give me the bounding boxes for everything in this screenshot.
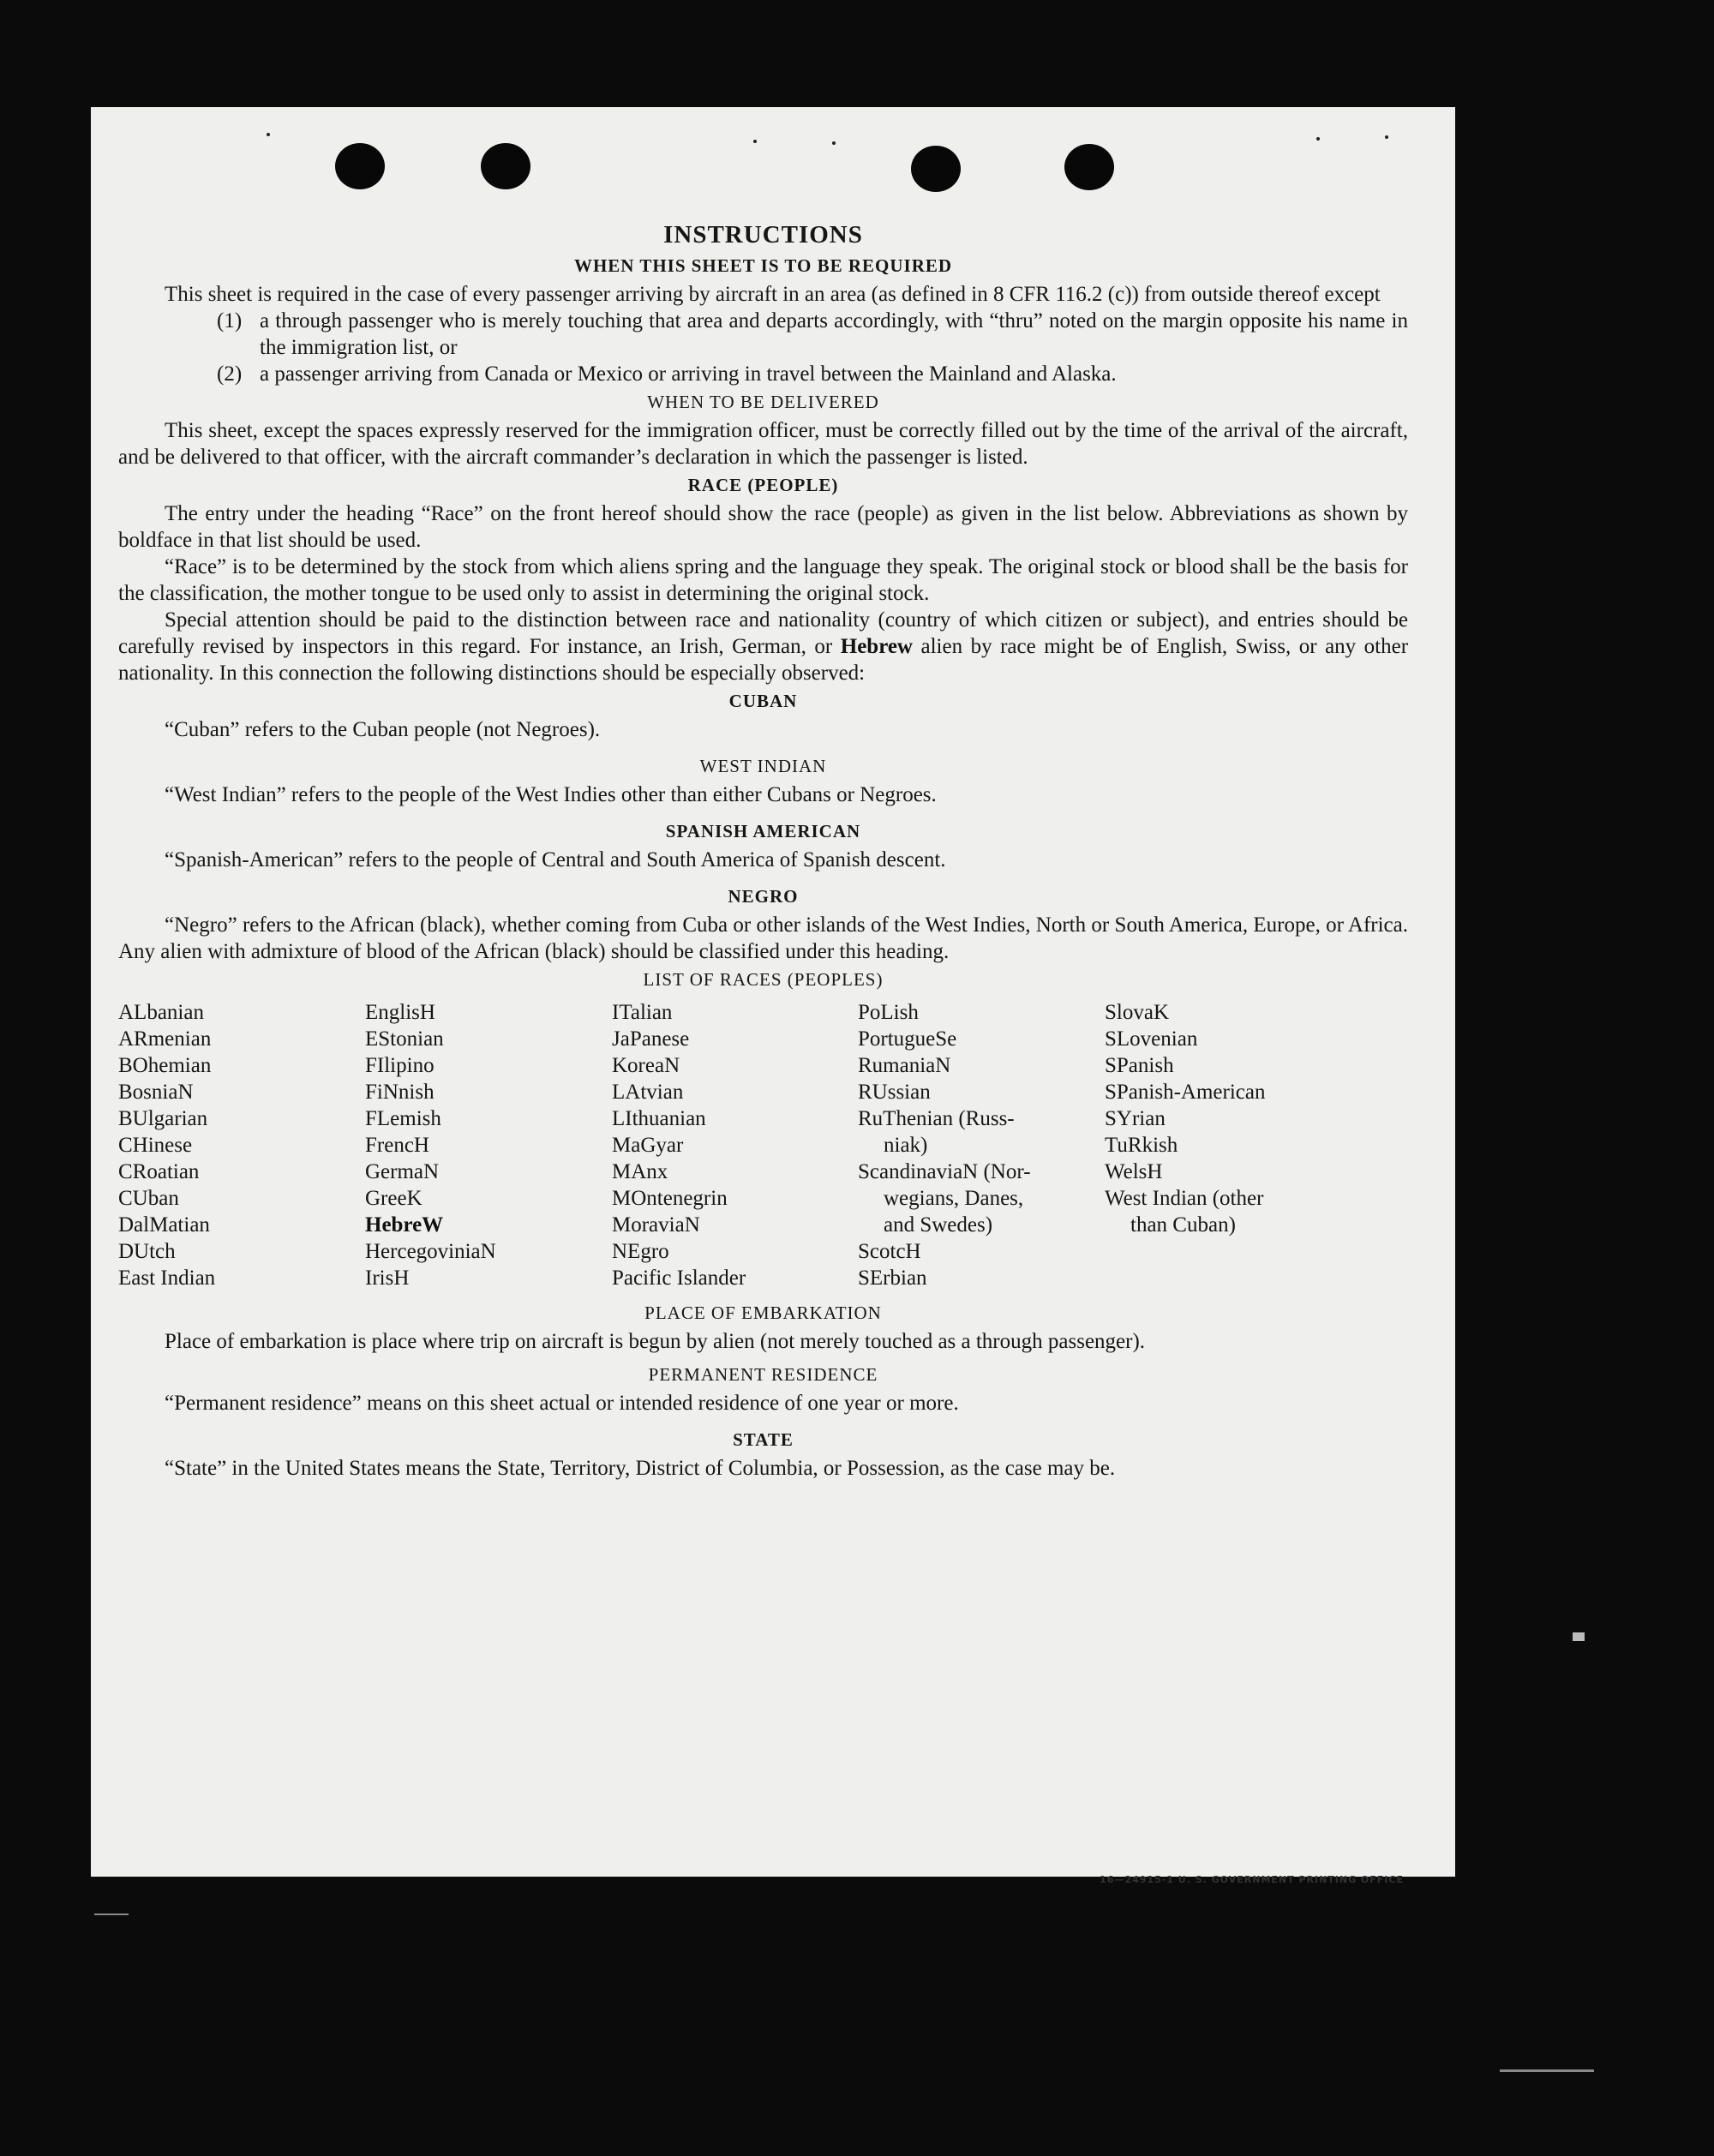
race-p3-start: Special attention should be paid to the distinction between race and nationality (country of which citizen or subject), and entries should be carefully revised by inspectors in this regard. For instance, an Irish, German, or	[118, 608, 1408, 658]
section-heading-state: STATE	[733, 1429, 794, 1450]
race-column	[1105, 999, 1322, 1291]
race-entry: SPanish-American	[1105, 1081, 1266, 1104]
punch-hole	[335, 143, 385, 189]
race-entry: SPanish	[1105, 1054, 1174, 1077]
printer-code: 16—24915-1 U. S. GOVERNMENT PRINTING OFFICE	[1100, 1874, 1404, 1885]
race-entry: JaPanese	[612, 1027, 690, 1051]
section-heading-race-list: LIST OF RACES (PEOPLES)	[643, 969, 884, 990]
race-entry: SErbian	[858, 1267, 927, 1290]
race-entry-continued: than Cuban)	[1130, 1213, 1236, 1237]
document-sheet	[91, 107, 1455, 1885]
race-entry: Pacific Islander	[612, 1267, 746, 1290]
race-entry: DalMatian	[118, 1213, 210, 1237]
race-entry: DUtch	[118, 1240, 176, 1263]
race-entry: TuRkish	[1105, 1134, 1178, 1157]
punch-hole	[1064, 144, 1114, 190]
race-entry: KoreaN	[612, 1054, 680, 1077]
race-entry: BosniaN	[118, 1081, 194, 1104]
race-entry: EStonian	[365, 1027, 444, 1051]
race-entry: HercegoviniaN	[365, 1240, 496, 1263]
section-heading-spanish-american: SPANISH AMERICAN	[665, 821, 861, 841]
embarkation-text: Place of embarkation is place where trip on aircraft is begun by alien (not merely touched as a through passenger).	[165, 1330, 1146, 1353]
race-paragraph-3	[118, 607, 1408, 686]
speck	[1385, 135, 1388, 139]
race-entry-struck: HebreW	[365, 1213, 444, 1237]
negro-text: “Negro” refers to the African (black), whether coming from Cuba or other islands of the West Indies, North or South America, Europe, or Africa. Any alien with admixture of blood of the African (black) should be classified under this heading.	[118, 913, 1408, 963]
race-entry: IrisH	[365, 1267, 410, 1290]
race-entry: ARmenian	[118, 1027, 212, 1051]
item-number: (1)	[217, 309, 243, 332]
race-column	[118, 999, 365, 1291]
race-entry: EnglisH	[365, 1001, 435, 1024]
race-entry-continued: and Swedes)	[884, 1213, 993, 1237]
race-entry: GermaN	[365, 1160, 440, 1183]
spanish-american-text: “Spanish-American” refers to the people of Central and South America of Spanish descent.	[165, 848, 946, 871]
race-entry: MOntenegrin	[612, 1187, 728, 1210]
list-item	[118, 308, 1408, 361]
state-text: “State” in the United States means the State, Territory, District of Columbia, or Possession, as the case may be.	[165, 1457, 1116, 1480]
race-p3-end: alien by race might be of English, Swiss, or any other nationality. In this connection the following distinctions should be especially observed:	[118, 635, 1409, 685]
delivered-text: This sheet, except the spaces expressly reserved for the immigration officer, must be correctly filled out by the time of the arrival of the aircraft, and be delivered to that officer, with the aircraft commander’s declaration in which the passenger is listed.	[118, 419, 1408, 469]
section-heading-race: RACE (PEOPLE)	[687, 475, 839, 495]
race-entry: MaGyar	[612, 1134, 684, 1157]
punch-hole	[911, 146, 961, 192]
section-heading-residence: PERMANENT RESIDENCE	[648, 1364, 878, 1385]
scan-mark	[1573, 1632, 1585, 1641]
section-heading-cuban: CUBAN	[728, 691, 798, 711]
race-entry: MoraviaN	[612, 1213, 700, 1237]
race-list	[118, 999, 1408, 1291]
race-entry: BUlgarian	[118, 1107, 208, 1130]
race-entry: CUban	[118, 1187, 179, 1210]
race-entry: GreeK	[365, 1187, 423, 1210]
item-text: a through passenger who is merely touching that area and departs accordingly, with “thru” noted on the margin opposite his name in the immigration list, or	[260, 309, 1408, 359]
required-intro: This sheet is required in the case of every passenger arriving by aircraft in an area (as defined in 8 CFR 116.2 (c)) from outside thereof except	[165, 283, 1381, 306]
race-entry: East Indian	[118, 1267, 216, 1290]
race-column	[612, 999, 858, 1291]
race-entry: FLemish	[365, 1107, 441, 1130]
race-paragraph-2: “Race” is to be determined by the stock from which aliens spring and the language they speak. The original stock or blood shall be the basis for the classification, the mother tongue to be used only to assist in determining the original stock.	[118, 555, 1408, 605]
section-heading-west-indian: WEST INDIAN	[699, 756, 827, 776]
race-entry: ALbanian	[118, 1001, 204, 1024]
cuban-text: “Cuban” refers to the Cuban people (not Negroes).	[165, 718, 601, 741]
race-column	[365, 999, 612, 1291]
residence-text: “Permanent residence” means on this sheet actual or intended residence of one year or more.	[165, 1392, 959, 1415]
speck	[753, 140, 757, 143]
race-entry: SLovenian	[1105, 1027, 1198, 1051]
section-heading-negro: NEGRO	[728, 886, 799, 907]
race-entry: PortugueSe	[858, 1027, 957, 1051]
race-entry: West Indian (other	[1105, 1187, 1264, 1210]
item-text: a passenger arriving from Canada or Mexico or arriving in travel between the Mainland and Alaska.	[260, 362, 1117, 386]
instructions-body	[118, 219, 1408, 1482]
speck	[267, 133, 270, 136]
race-entry: LIthuanian	[612, 1107, 706, 1130]
race-entry: LAtvian	[612, 1081, 684, 1104]
race-entry: PoLish	[858, 1001, 919, 1024]
speck	[1316, 137, 1320, 141]
struck-word: Hebrew	[840, 635, 913, 658]
race-entry-continued: niak)	[884, 1134, 928, 1157]
section-heading-required: WHEN THIS SHEET IS TO BE REQUIRED	[573, 255, 953, 276]
west-indian-text: “West Indian” refers to the people of the West Indies other than either Cubans or Negroes.	[165, 783, 937, 806]
section-heading-delivered: WHEN TO BE DELIVERED	[647, 392, 879, 412]
punch-hole	[481, 143, 530, 189]
list-item	[118, 361, 1408, 387]
section-heading-embarkation: PLACE OF EMBARKATION	[644, 1303, 882, 1323]
race-entry-continued: wegians, Danes,	[884, 1187, 1024, 1210]
scan-mark	[94, 1913, 129, 1915]
race-entry: CRoatian	[118, 1160, 200, 1183]
race-entry: RumaniaN	[858, 1054, 951, 1077]
race-paragraph-1: The entry under the heading “Race” on the front hereof should show the race (people) as given in the list below. Abbreviations as shown by boldface in that list should be used.	[118, 502, 1408, 552]
race-entry: FiNnish	[365, 1081, 434, 1104]
race-entry: SYrian	[1105, 1107, 1166, 1130]
race-entry: FIlipino	[365, 1054, 434, 1077]
race-entry: ScotcH	[858, 1240, 921, 1263]
race-entry: CHinese	[118, 1134, 193, 1157]
race-entry: RUssian	[858, 1081, 931, 1104]
race-entry: WelsH	[1105, 1160, 1163, 1183]
race-entry: SlovaK	[1105, 1001, 1169, 1024]
race-entry: ScandinaviaN (Nor-	[858, 1160, 1031, 1183]
page-title: INSTRUCTIONS	[663, 221, 863, 249]
race-entry: NEgro	[612, 1240, 669, 1263]
race-entry: BOhemian	[118, 1054, 212, 1077]
scan-mark	[1500, 2069, 1594, 2072]
race-entry: MAnx	[612, 1160, 668, 1183]
speck	[832, 141, 836, 145]
race-entry: ITalian	[612, 1001, 673, 1024]
race-entry: FrencH	[365, 1134, 429, 1157]
race-entry: RuThenian (Russ-	[858, 1107, 1015, 1130]
item-number: (2)	[217, 362, 243, 386]
race-column	[858, 999, 1105, 1291]
